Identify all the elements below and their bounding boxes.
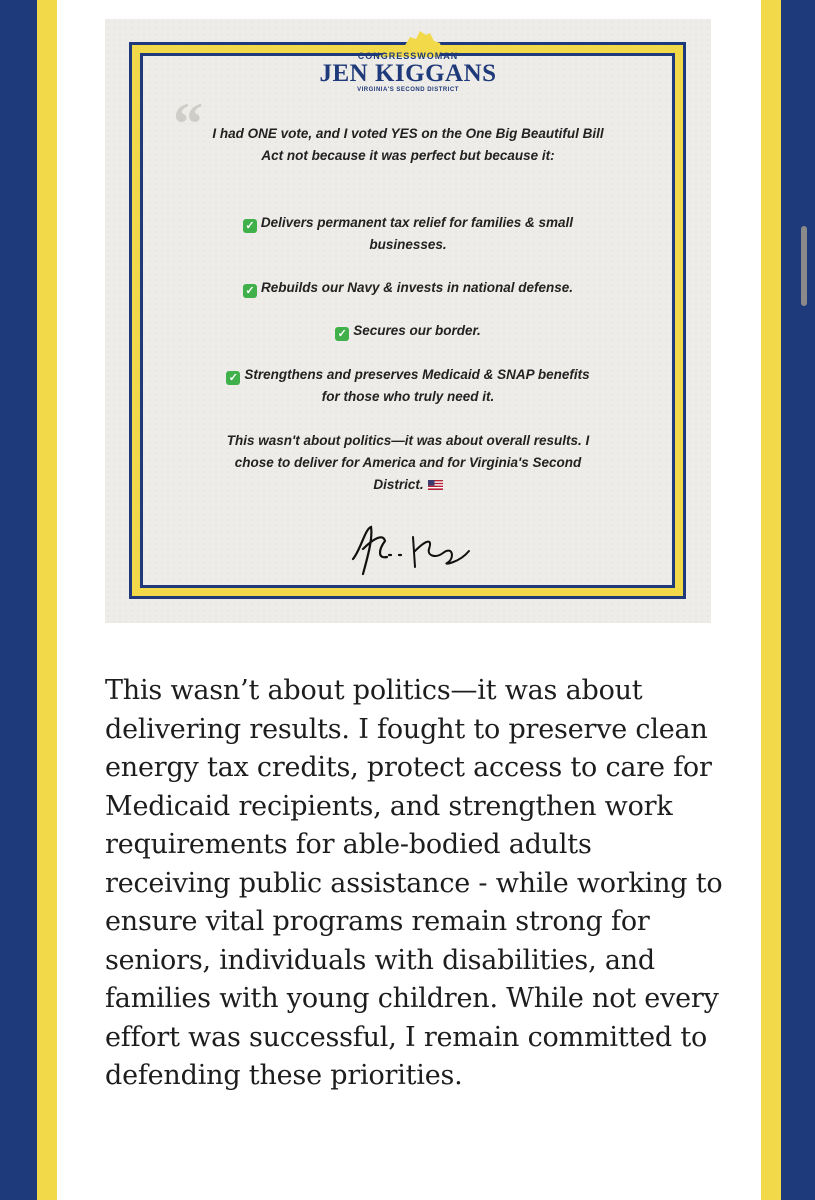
us-flag-icon (428, 480, 443, 490)
card-intro: I had ONE vote, and I voted YES on the One Big Beautiful Bill Act not because it was perfect but because it: (212, 126, 604, 163)
card-bullet: ✓ Rebuilds our Navy & invests in national defense. (165, 277, 651, 299)
check-mark-icon: ✓ (243, 284, 257, 298)
logo-name: JEN KIGGANS (319, 60, 497, 87)
logo-kicker: CONGRESSWOMAN (357, 51, 459, 61)
logo-subtitle: VIRGINIA'S SECOND DISTRICT (357, 87, 459, 93)
handwritten-signature (343, 519, 483, 579)
check-mark-icon: ✓ (335, 327, 349, 341)
quote-mark-icon: “ (173, 91, 203, 157)
left-navy-border (0, 0, 37, 1200)
card-bullet: ✓ Secures our border. (205, 320, 611, 342)
check-mark-icon: ✓ (243, 219, 257, 233)
card-closing: This wasn't about politics—it was about overall results. I chose to deliver for America and for Virginia's Second District. (226, 433, 590, 492)
check-mark-icon: ✓ (226, 371, 240, 385)
right-navy-border (781, 0, 815, 1200)
card-bullet: ✓ Strengthens and preserves Medicaid & SNAP benefits for those who truly need it. (225, 364, 591, 408)
right-gold-border (761, 0, 781, 1200)
post-body-text: This wasn’t about politics—it was about delivering results. I fought to preserve clean energy tax credits, protect access to care for Medicaid recipients, and strengthen work requirements for able-bodied adults receiving public assistance - while working to ensure vital programs remain strong for seniors, individuals with disabilities, and families with young children. While not every effort was successful, I remain committed to defending these priorities. (105, 675, 723, 1091)
scrollbar-thumb[interactable] (801, 226, 807, 306)
campaign-logo (105, 27, 711, 93)
statement-card-image (105, 19, 711, 623)
left-gold-border (37, 0, 57, 1200)
card-bullet: ✓ Delivers permanent tax relief for families & small businesses. (240, 212, 576, 256)
